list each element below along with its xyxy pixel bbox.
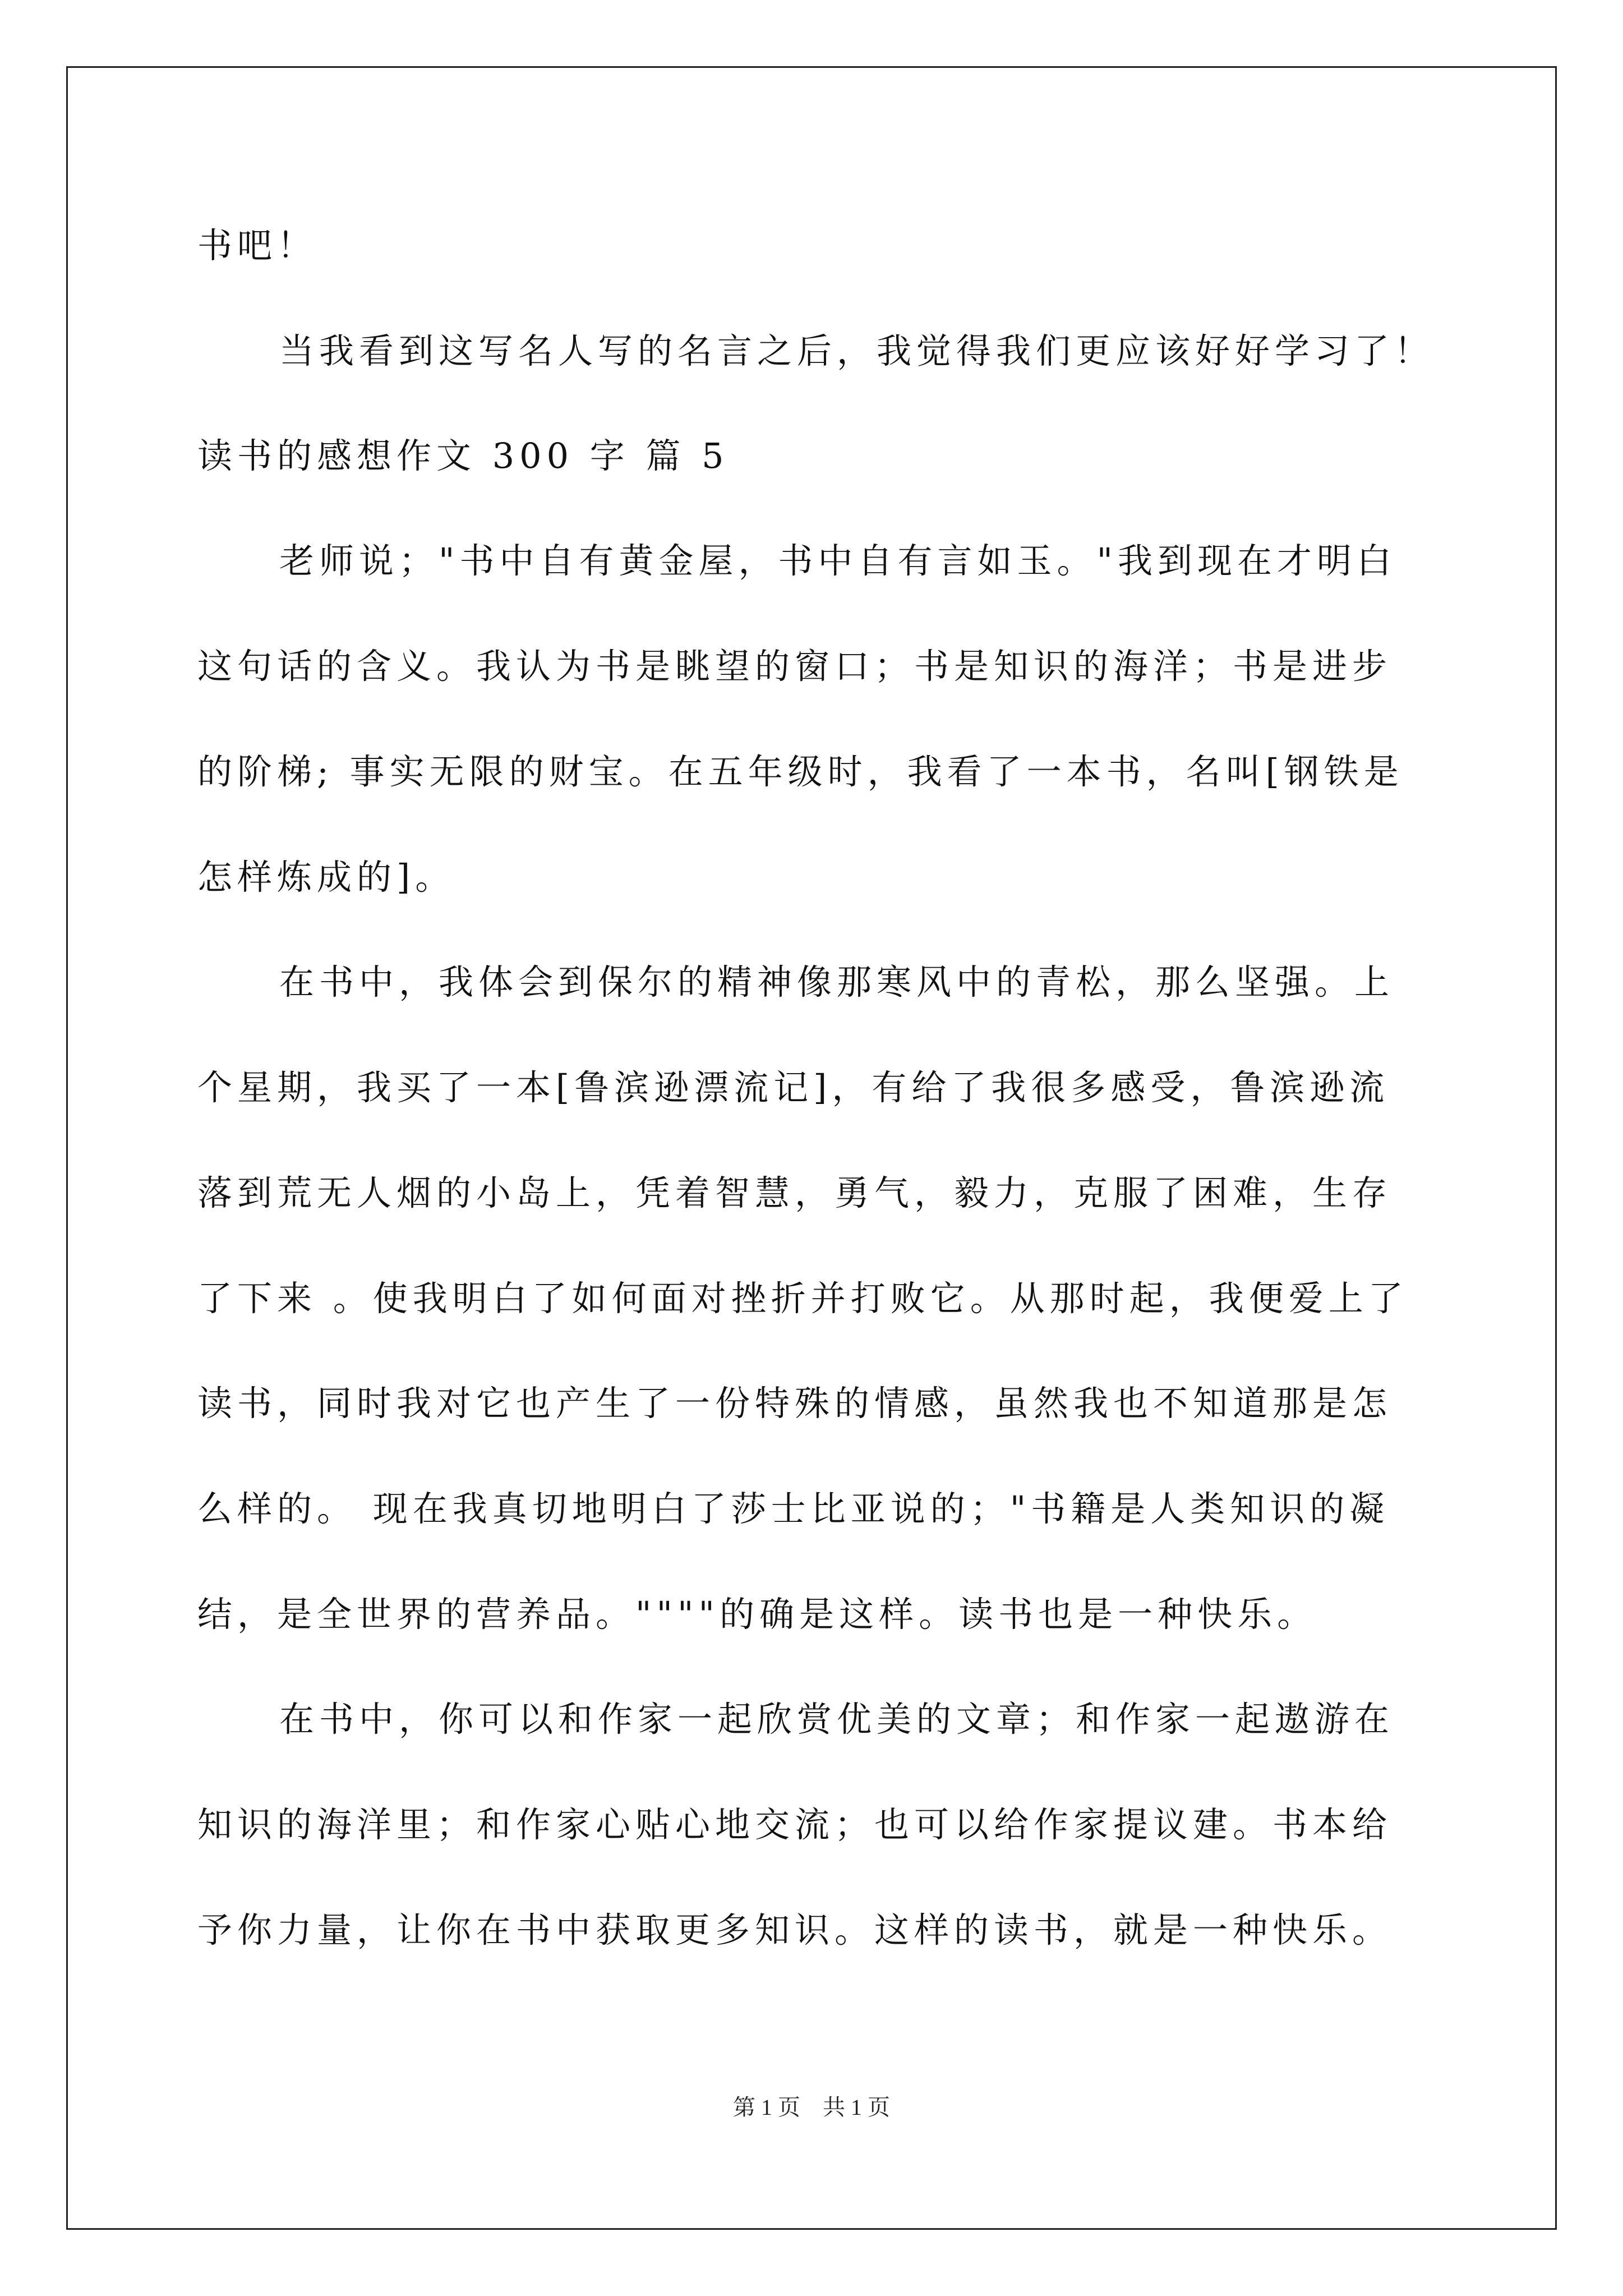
text-line: 书吧！	[197, 225, 317, 266]
text-line: 了下来 。使我明白了如何面对挫折并打败它。从那时起，我便爱上了	[197, 1278, 1408, 1319]
text-line: 在书中，你可以和作家一起欣赏优美的文章；和作家一起遨游在	[279, 1699, 1395, 1740]
text-line: 老师说；"书中自有黄金屋，书中自有言如玉。"我到现在才明白	[279, 540, 1397, 581]
page-footer	[0, 2090, 1623, 2122]
text-line: 怎样炼成的]。	[197, 857, 455, 898]
text-line: 予你力量，让你在书中获取更多知识。这样的读书，就是一种快乐。	[197, 1910, 1393, 1950]
text-line: 么样的。 现在我真切地明白了莎士比亚说的；"书籍是人类知识的凝	[197, 1488, 1390, 1529]
text-line: 当我看到这写名人写的名言之后，我觉得我们更应该好好学习了！	[279, 330, 1435, 371]
text-line: 的阶梯; 事实无限的财宝。在五年级时，我看了一本书，名叫[钢铁是	[197, 751, 1404, 792]
text-line: 这句话的含义。我认为书是眺望的窗口；书是知识的海洋；书是进步	[197, 646, 1393, 687]
page-number: 第 1 页	[733, 2095, 800, 2120]
page-border	[66, 66, 1557, 2230]
text-line: 结，是全世界的营养品。""""的确是这样。读书也是一种快乐。	[197, 1594, 1317, 1635]
text-line: 知识的海洋里；和作家心贴心地交流；也可以给作家提议建。书本给	[197, 1804, 1393, 1845]
text-line: 读书，同时我对它也产生了一份特殊的情感，虽然我也不知道那是怎	[197, 1383, 1393, 1424]
text-line: 落到荒无人烟的小岛上，凭着智慧，勇气，毅力，克服了困难，生存	[197, 1172, 1393, 1213]
text-line: 个星期，我买了一本[鲁滨逊漂流记]，有给了我很多感受，鲁滨逊流	[197, 1067, 1390, 1108]
text-line: 在书中，我体会到保尔的精神像那寒风中的青松，那么坚强。上	[279, 961, 1395, 1002]
section-heading: 读书的感想作文 300 字 篇 5	[197, 435, 729, 476]
page-total: 共 1 页	[823, 2095, 890, 2120]
